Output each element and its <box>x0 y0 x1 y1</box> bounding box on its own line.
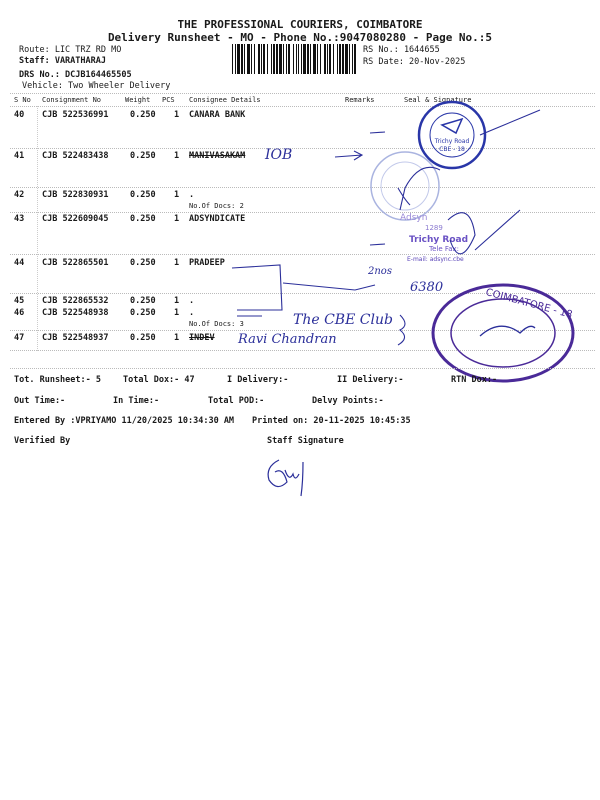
row-consignment-no: CJB 522865501 <box>42 258 109 268</box>
out-time: Out Time:- <box>14 396 66 406</box>
handwritten-2nos: 2nos <box>368 266 392 277</box>
row-sno: 40 <box>14 110 25 120</box>
row-consignee: INDEV <box>189 333 215 343</box>
runsheet-subtitle: Delivery Runsheet - MO - Phone No.:9047080280 - Page No.:5 <box>107 31 493 44</box>
handwritten-ravi-chandran: Ravi Chandran <box>238 332 337 347</box>
row-weight: 0.250 <box>130 308 156 318</box>
row-consignee: . <box>189 308 195 318</box>
col-sno: S No <box>14 96 31 104</box>
row-weight: 0.250 <box>130 296 156 306</box>
row-consignment-no: CJB 522483438 <box>42 151 109 161</box>
row-weight: 0.250 <box>130 258 156 268</box>
row-pcs: 1 <box>174 258 180 268</box>
rtn-dox: RTN Dox:- <box>451 375 498 385</box>
printed-on: Printed on: 20-11-2025 10:45:35 <box>252 416 411 426</box>
staff-signature-label: Staff Signature <box>267 436 344 446</box>
drs-no: DRS No.: DCJB164465505 <box>19 70 132 80</box>
row-weight: 0.250 <box>130 110 156 120</box>
svg-text:Trichy Road: Trichy Road <box>434 138 470 145</box>
in-time: In Time:- <box>113 396 160 406</box>
tot-runsheet: Tot. Runsheet:- 5 <box>14 375 101 385</box>
svg-text:Trichy Road: Trichy Road <box>409 235 469 245</box>
svg-text:1289: 1289 <box>425 224 443 232</box>
row-consignment-no: CJB 522536991 <box>42 110 109 120</box>
col-pcs: PCS <box>162 96 175 104</box>
row-consignee: . <box>189 296 195 306</box>
row-consignee: CANARA BANK <box>189 110 246 120</box>
rs-no: RS No.: 1644655 <box>363 45 440 55</box>
row-pcs: 1 <box>174 190 180 200</box>
row-consignment-no: CJB 522830931 <box>42 190 109 200</box>
row-pcs: 1 <box>174 333 180 343</box>
row-consignee: PRADEEP <box>189 258 225 268</box>
rs-date: RS Date: 20-Nov-2025 <box>363 57 466 67</box>
row-pcs: 1 <box>174 308 180 318</box>
row-docs-count: No.Of Docs: 3 <box>189 320 244 328</box>
row-pcs: 1 <box>174 296 180 306</box>
row-sno: 46 <box>14 308 25 318</box>
row-pcs: 1 <box>174 151 180 161</box>
row-sno: 47 <box>14 333 25 343</box>
col-consignee: Consignee Details <box>189 96 261 104</box>
row-consignment-no: CJB 522548938 <box>42 308 109 318</box>
row-consignment-no: CJB 522548937 <box>42 333 109 343</box>
row-weight: 0.250 <box>130 190 156 200</box>
handwritten-cbe-club: The CBE Club <box>293 312 393 328</box>
route: Route: LIC TRZ RD MO <box>19 45 122 55</box>
row-weight: 0.250 <box>130 214 156 224</box>
total-dox: Total Dox:- 47 <box>123 375 195 385</box>
total-pod: Total POD:- <box>208 396 265 406</box>
row-pcs: 1 <box>174 214 180 224</box>
col-consignment: Consignment No <box>42 96 102 104</box>
row-consignment-no: CJB 522865532 <box>42 296 109 306</box>
row-consignment-no: CJB 522609045 <box>42 214 109 224</box>
col-seal-signature: Seal & Signature <box>404 96 472 104</box>
row-consignee: MANIVASAKAM <box>189 151 246 161</box>
row-sno: 45 <box>14 296 25 306</box>
staff-signature <box>265 452 315 497</box>
row-consignee: ADSYNDICATE <box>189 214 246 224</box>
row-weight: 0.250 <box>130 151 156 161</box>
entered-by: Entered By :VPRIYAMO 11/20/2025 10:34:30 AM <box>14 416 235 426</box>
svg-text:Adsyn: Adsyn <box>400 213 428 223</box>
row-docs-count: No.Of Docs: 2 <box>189 202 244 210</box>
handwritten-phone: 6380 <box>410 280 444 295</box>
svg-text:CBE - 18: CBE - 18 <box>439 146 465 153</box>
delvy-points: Delvy Points:- <box>312 396 384 406</box>
col-weight: Weight <box>125 96 151 104</box>
svg-text:Tele Fax:: Tele Fax: <box>429 245 460 253</box>
row-pcs: 1 <box>174 110 180 120</box>
vehicle: Vehicle: Two Wheeler Delivery <box>22 81 171 91</box>
verified-by: Verified By <box>14 436 71 446</box>
row-sno: 41 <box>14 151 25 161</box>
handwritten-iob: IOB <box>265 147 293 163</box>
row-consignee: . <box>189 190 195 200</box>
row-sno: 42 <box>14 190 25 200</box>
row-sno: 44 <box>14 258 25 268</box>
col-remarks: Remarks <box>345 96 375 104</box>
i-delivery: I Delivery:- <box>227 375 289 385</box>
row-weight: 0.250 <box>130 333 156 343</box>
svg-text:COIMBATORE - 18: COIMBATORE - 18 <box>484 287 574 321</box>
staff: Staff: VARATHARAJ <box>19 56 106 66</box>
company-title: THE PROFESSIONAL COURIERS, COIMBATORE <box>177 18 423 31</box>
ii-delivery: II Delivery:- <box>337 375 404 385</box>
svg-text:E-mail: adsync.cbe: E-mail: adsync.cbe <box>407 256 464 263</box>
row-sno: 43 <box>14 214 25 224</box>
